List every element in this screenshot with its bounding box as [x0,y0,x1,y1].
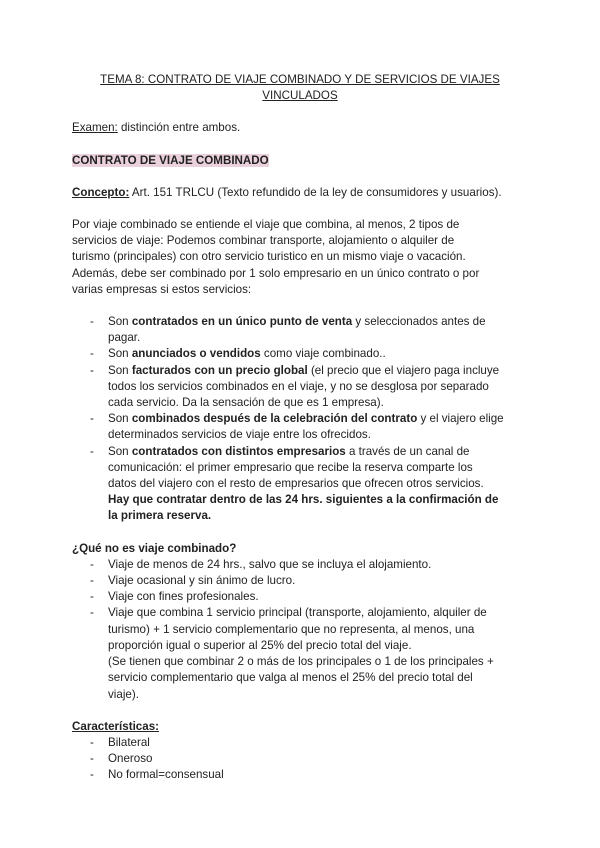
item-bold: facturados con un precio global [131,363,308,377]
document-page [72,72,542,784]
not-combined-heading: ¿Qué no es viaje combinado? [72,541,237,555]
concept-label: Concepto: [72,185,130,199]
list-item: - Viaje con fines profesionales. [72,589,542,605]
list-item: - Bilateral [72,735,542,751]
item-text: y seleccionados antes de pagar. [108,315,486,345]
list-item: - No formal=consensual [72,767,542,783]
document-title: TEMA 8: CONTRATO DE VIAJE COMBINADO Y DE SERVICIOS DE VIAJES VINCULADOS [100,73,500,103]
item-text: Son [108,315,132,329]
list-item: - Viaje de menos de 24 hrs., salvo que se incluya el alojamiento. [72,557,542,573]
exam-note [72,120,542,136]
item-bold: Hay que contratar dentro de las 24 hrs. siguientes a la confirmación de la primera reserva. [108,493,499,523]
section-heading-wrap [72,153,542,169]
item-bold: contratados con distintos empresarios [131,444,346,458]
item-text: Son [108,363,132,377]
characteristics-heading: Características: [72,719,160,733]
list-item [72,346,542,362]
features-list [72,314,542,525]
concept-text: Art. 151 TRLCU (Texto refundido de la ley de consumidores y usuarios). [129,185,502,199]
item-bold: combinados después de la celebración del contrato [131,412,418,426]
characteristics-list [72,735,542,784]
item-bold: contratados en un único punto de venta [131,315,353,329]
item-bold: anunciados o vendidos [131,347,261,361]
intro-paragraph: Por viaje combinado se entiende el viaje que combina, al menos, 2 tipos de servicios de viaje: Podemos combinar transporte, alojamiento o alquiler de turismo (principales) con otro servicio turistico en un mismo viaje o vacación. Además, debe ser combinado por 1 solo empresario en un único contrato o por varias empresas si estos servicios: [72,218,480,296]
list-item [72,363,542,412]
list-item: - Viaje que combina 1 servicio principal (transporte, alojamiento, alquiler de turismo) + 1 servicio complementario que no representa, al menos, una proporción igual o superior al 25% del precio total del viaje. (Se tienen que combinar 2 o más de los principales o 1 de los principales + servicio complementario que valga al menos el 25% del precio total del viaje). [72,605,542,702]
characteristics-section [72,719,542,784]
item-text: (el precio que el viajero paga incluye todos los servicios combinados en el viaje, y no se desglosa por separado cada servicio. Da la sensación de que es 1 empresa). [108,363,500,410]
list-item [72,314,542,346]
item-text: Son [108,347,132,361]
item-text: Son [108,412,132,426]
list-item [72,411,542,443]
not-combined-list [72,557,542,703]
list-item [72,444,542,525]
list-item: - Oneroso [72,751,542,767]
list-item: - Viaje ocasional y sin ánimo de lucro. [72,573,542,589]
concept-line [72,185,542,201]
item-text: y el viajero elige determinados servicios de viaje entre los ofrecidos. [108,412,504,442]
item-text: a través de un canal de comunicación: el primer empresario que recibe la reserva comparte los datos del viajero con el resto de empresarios que ofrecen otros servicios. [108,444,484,491]
item-text: Son [108,444,132,458]
item-text: como viaje combinado.. [260,347,386,361]
exam-label: Examen: [72,121,118,135]
not-combined-section [72,541,542,703]
exam-text: distinción entre ambos. [117,121,241,135]
section-heading: CONTRATO DE VIAJE COMBINADO [72,153,269,167]
